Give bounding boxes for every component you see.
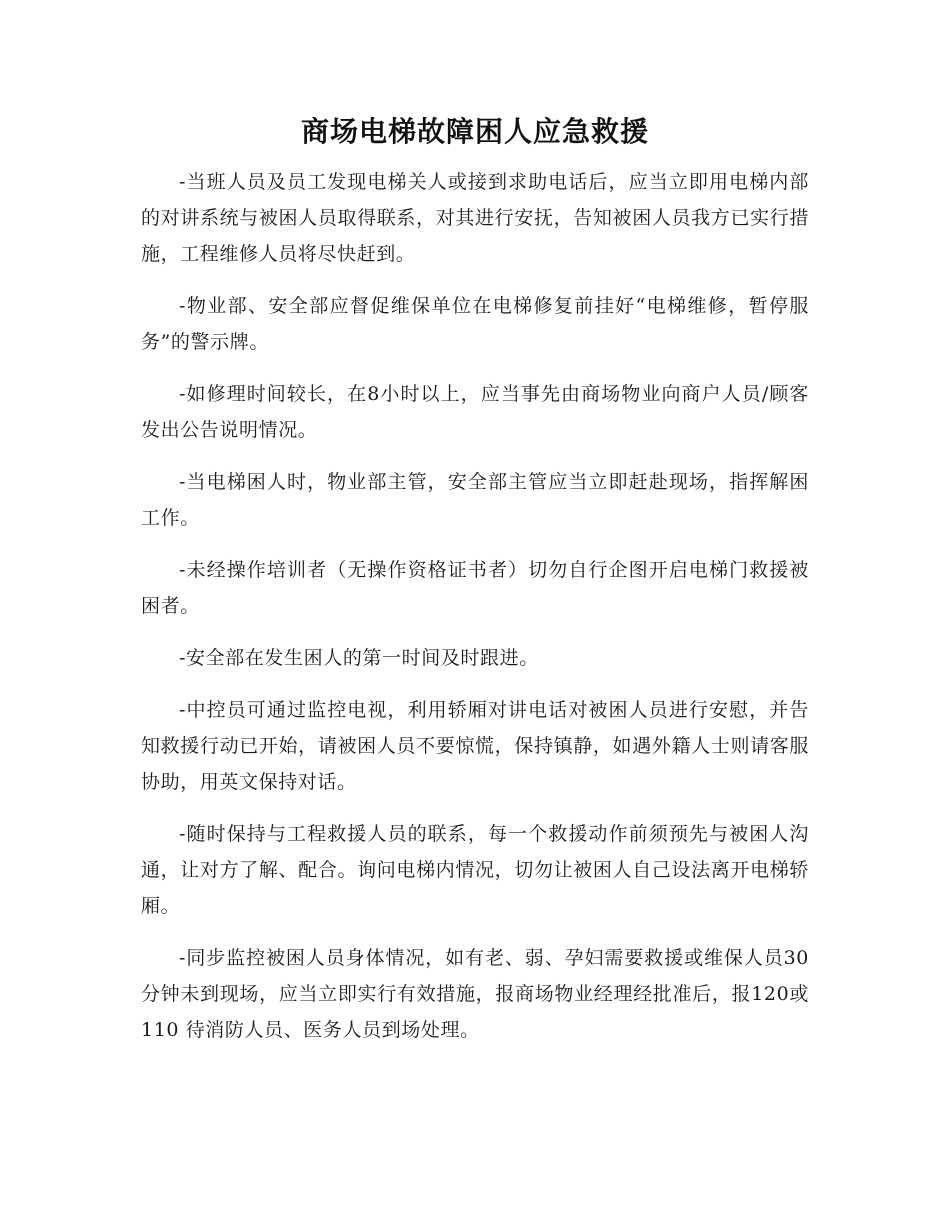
paragraph-untrained-warning: -未经操作培训者（无操作资格证书者）切勿自行企图开启电梯门救援被困者。 <box>141 559 809 617</box>
paragraph-rescue-contact: -随时保持与工程救援人员的联系，每一个救援动作前须预先与被困人沟通，让对方了解、配合。询问电梯内情况，切勿让被困人自己设法离开电梯轿厢。 <box>141 823 809 917</box>
document-title: 商场电梯故障困人应急救援 <box>300 115 649 148</box>
paragraph-supervisors: -当电梯困人时，物业部主管，安全部主管应当立即赶赴现场，指挥解困工作。 <box>141 471 809 529</box>
document-body <box>141 164 809 1064</box>
paragraph-notice: -如修理时间较长，在8小时以上，应当事先由商场物业向商户人员/顾客发出公告说明情况。 <box>141 383 809 441</box>
paragraph-health-monitoring: -同步监控被困人员身体情况，如有老、弱、孕妇需要救援或维保人员30 分钟未到现场，应当立即实行有效措施，报商场物业经理经批准后，报120或110 待消防人员、医务人员到场处理。 <box>141 947 809 1041</box>
paragraph-warning-sign: -物业部、安全部应督促维保单位在电梯修复前挂好“电梯维修，暂停服务”的警示牌。 <box>141 295 809 353</box>
paragraph-control-room: -中控员可通过监控电视，利用轿厢对讲电话对被困人员进行安慰，并告知救援行动已开始，请被困人员不要惊慌，保持镇静，如遇外籍人士则请客服协助，用英文保持对话。 <box>141 699 809 793</box>
paragraph-call-trapped: -当班人员及员工发现电梯关人或接到求助电话后，应当立即用电梯内部的对讲系统与被困人员取得联系，对其进行安抚，告知被困人员我方已实行措施，工程维修人员将尽快赶到。 <box>141 171 809 265</box>
paragraph-security-followup: -安全部在发生困人的第一时间及时跟进。 <box>179 647 539 669</box>
